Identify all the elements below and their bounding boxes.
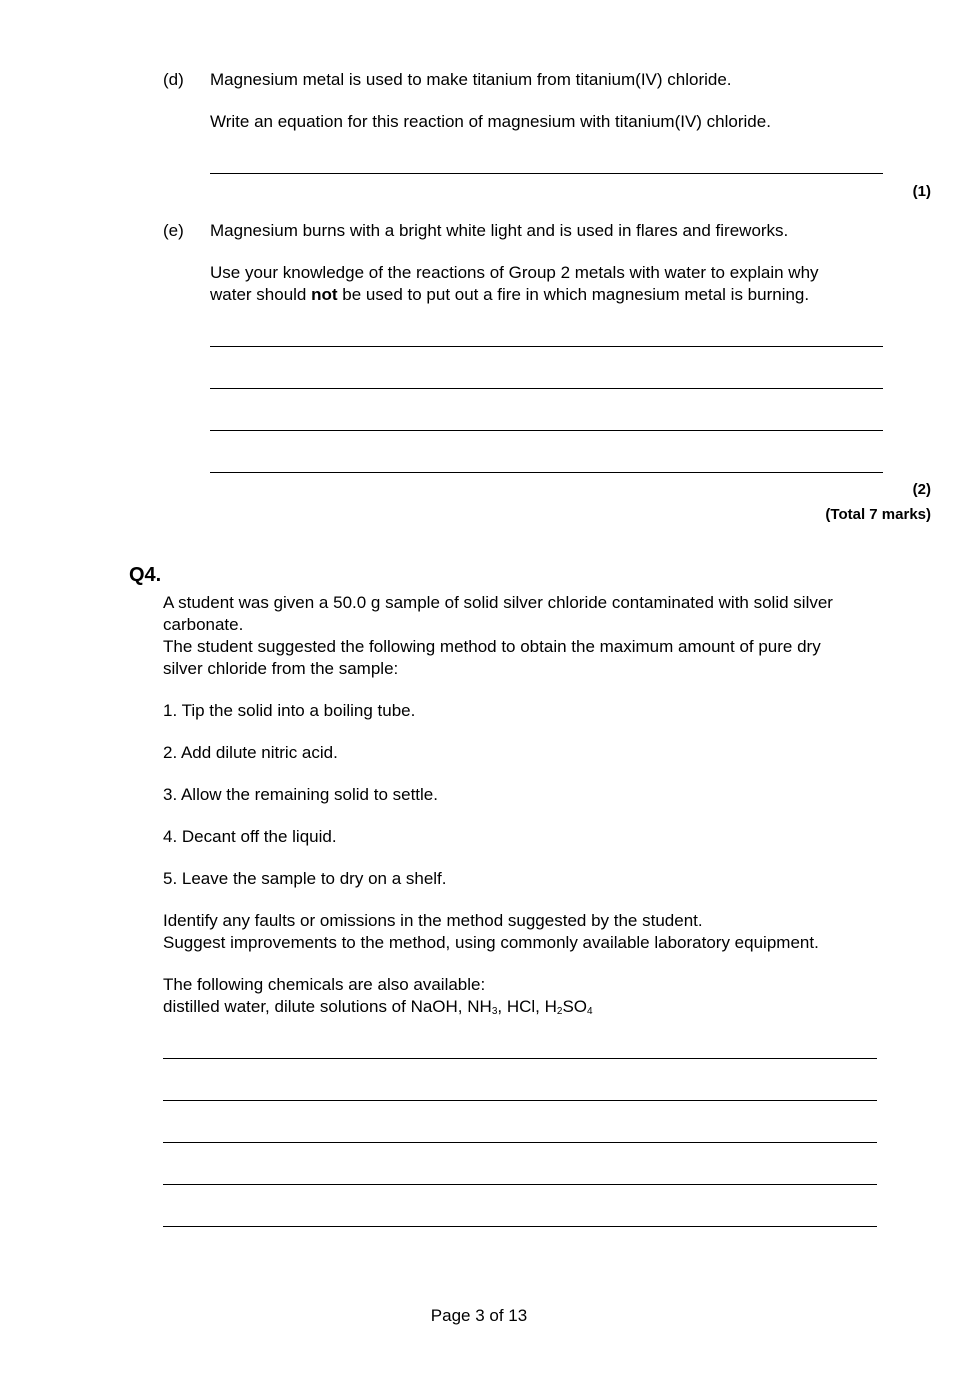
answer-line[interactable] xyxy=(163,1100,877,1101)
instruction-emphasis-not: not xyxy=(311,285,338,304)
answer-line[interactable] xyxy=(163,1142,877,1143)
part-e-instruction-line1: Use your knowledge of the reactions of Group 2 metals with water to explain why xyxy=(210,263,819,282)
q4-chem-line1: The following chemicals are also available: xyxy=(163,975,486,994)
q4-task-line1: Identify any faults or omissions in the method suggested by the student. xyxy=(163,911,703,930)
answer-line[interactable] xyxy=(210,472,883,473)
subscript: 2 xyxy=(556,1006,563,1017)
q4-task-line2: Suggest improvements to the method, using commonly available laboratory equipment. xyxy=(163,933,819,952)
method-step: 3. Allow the remaining solid to settle. xyxy=(163,785,438,804)
part-e-instruction-line2 xyxy=(210,284,809,306)
part-e-label: (e) xyxy=(163,221,184,240)
q4-intro-line3: The student suggested the following method to obtain the maximum amount of pure dry xyxy=(163,637,821,656)
method-step: 2. Add dilute nitric acid. xyxy=(163,743,338,762)
answer-line[interactable] xyxy=(210,173,883,174)
part-e-text: Magnesium burns with a bright white light and is used in flares and fireworks. xyxy=(210,221,789,240)
answer-line[interactable] xyxy=(210,430,883,431)
total-marks: (Total 7 marks) xyxy=(825,506,931,523)
answer-line[interactable] xyxy=(163,1226,877,1227)
instruction-text-post: be used to put out a fire in which magnesium metal is burning. xyxy=(337,285,810,304)
part-d-label: (d) xyxy=(163,70,184,89)
part-d-marks: (1) xyxy=(912,183,931,200)
method-step: 1. Tip the solid into a boiling tube. xyxy=(163,701,416,720)
answer-line[interactable] xyxy=(210,388,883,389)
part-e-marks: (2) xyxy=(912,481,931,498)
subscript: 3 xyxy=(491,1006,498,1017)
question-number: Q4. xyxy=(129,564,162,586)
page-number: Page 3 of 13 xyxy=(430,1306,528,1325)
part-d-text: Magnesium metal is used to make titanium from titanium(IV) chloride. xyxy=(210,70,732,89)
chem-list-text: distilled water, dilute solutions of NaOH, NH xyxy=(163,997,492,1016)
chem-list-so: SO xyxy=(562,997,587,1016)
q4-intro-line1: A student was given a 50.0 g sample of solid silver chloride contaminated with solid silver xyxy=(163,593,833,612)
method-step: 5. Leave the sample to dry on a shelf. xyxy=(163,869,447,888)
chem-list-sep: , HCl, H xyxy=(497,997,557,1016)
q4-intro-line2: carbonate. xyxy=(163,615,244,634)
subscript: 4 xyxy=(587,1006,593,1017)
answer-line[interactable] xyxy=(210,346,883,347)
instruction-text-pre: water should xyxy=(210,285,312,304)
answer-line[interactable] xyxy=(163,1058,877,1059)
q4-chem-line2 xyxy=(163,996,593,1018)
part-d-instruction: Write an equation for this reaction of magnesium with titanium(IV) chloride. xyxy=(210,112,771,131)
method-step: 4. Decant off the liquid. xyxy=(163,827,337,846)
answer-line[interactable] xyxy=(163,1184,877,1185)
q4-intro-line4: silver chloride from the sample: xyxy=(163,659,399,678)
